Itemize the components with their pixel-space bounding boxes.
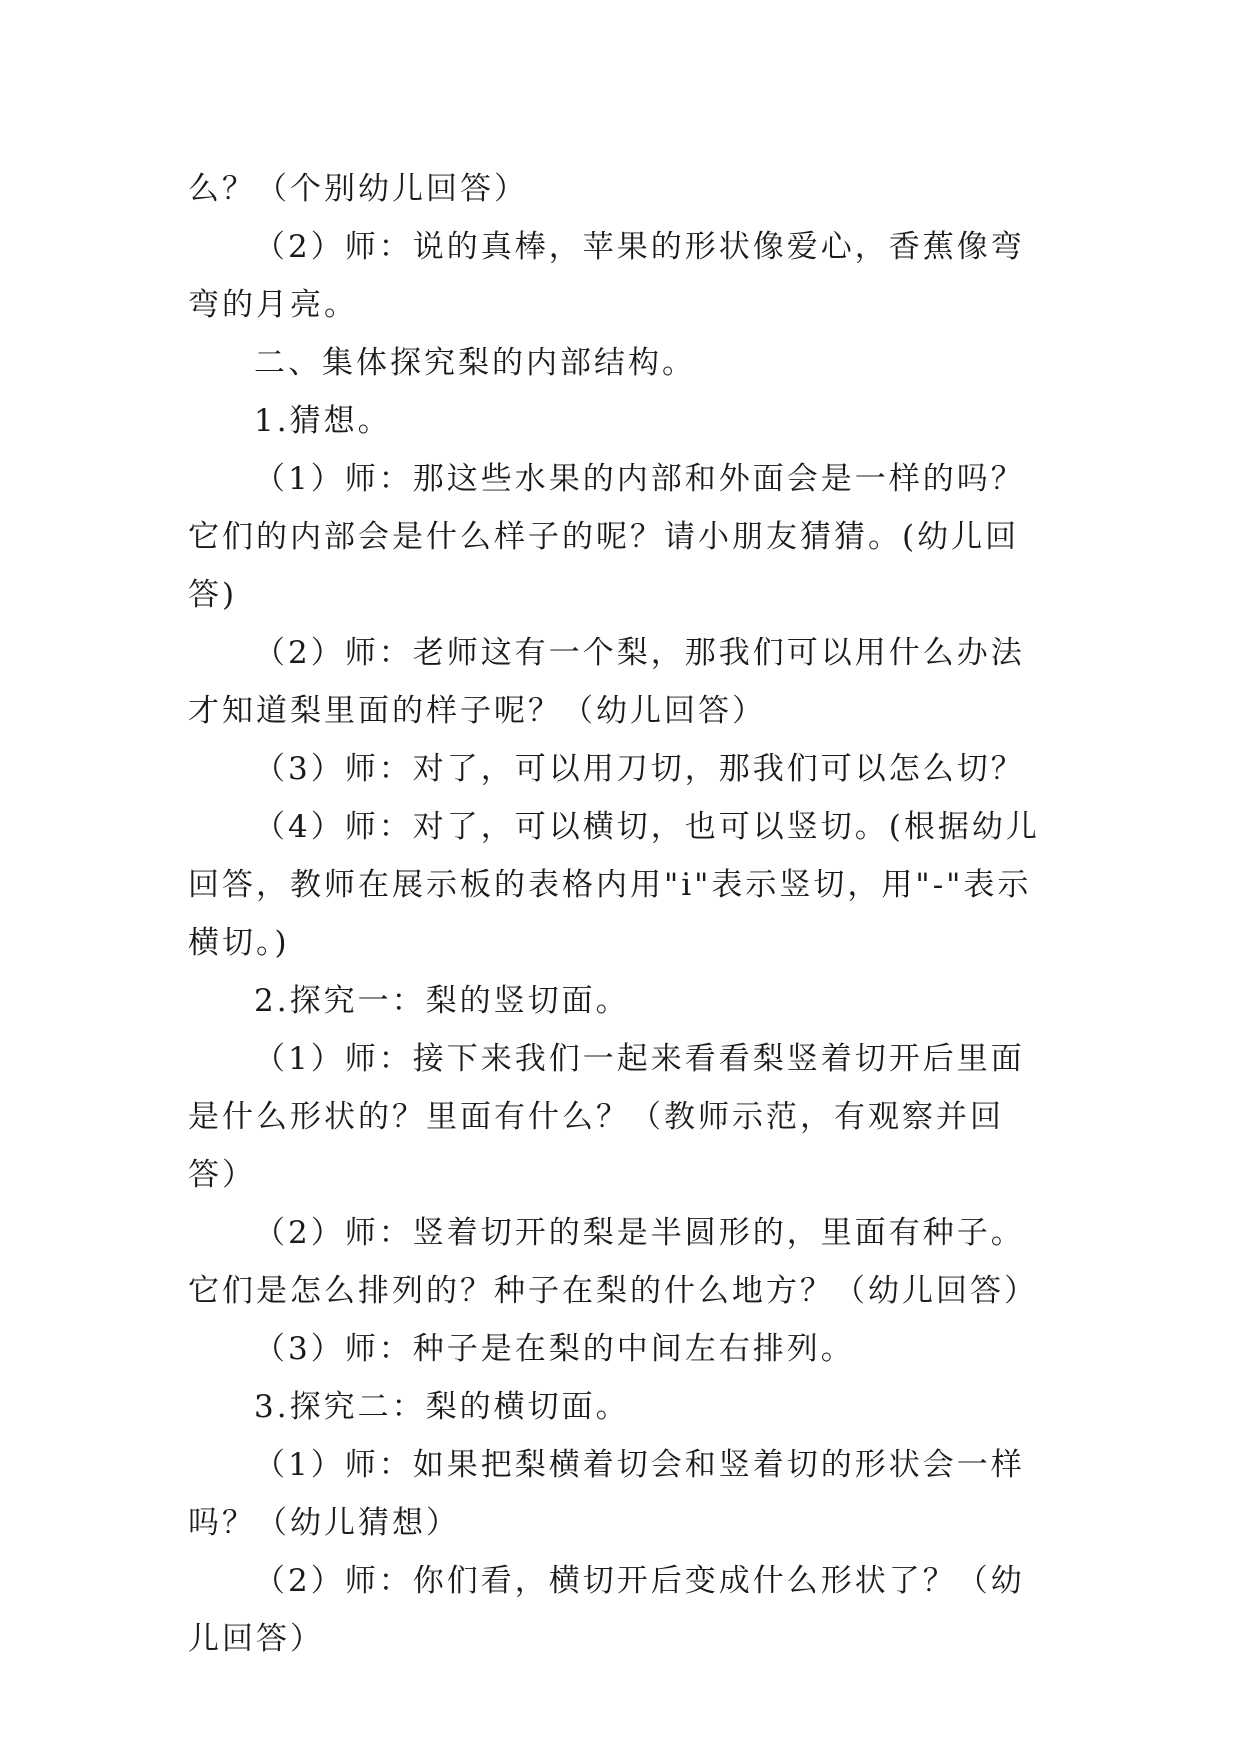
subsection-heading: 3.探究二：梨的横切面。	[254, 1389, 630, 1425]
paragraph: （2）师：老师这有一个梨，那我们可以用什么办法才知道梨里面的样子呢？（幼儿回答）	[188, 635, 1025, 729]
paragraph: （2）师：你们看，横切开后变成什么形状了？（幼儿回答）	[188, 1563, 1025, 1657]
paragraph: （4）师：对了，可以横切，也可以竖切。(根据幼儿回答，教师在展示板的表格内用"i"表示竖切，用"-"表示横切。)	[188, 809, 1040, 961]
section-heading: 二、集体探究梨的内部结构。	[254, 345, 696, 381]
paragraph: 么？（个别幼儿回答）	[188, 171, 528, 207]
paragraph: （3）师：对了，可以用刀切，那我们可以怎么切？	[254, 751, 1025, 787]
paragraph: （1）师：接下来我们一起来看看梨竖着切开后里面是什么形状的？里面有什么？（教师示范，有观察并回答）	[188, 1041, 1025, 1193]
paragraph: （1）师：那这些水果的内部和外面会是一样的吗？它们的内部会是什么样子的呢？请小朋友猜猜。(幼儿回答)	[188, 461, 1025, 613]
paragraph: （1）师：如果把梨横着切会和竖着切的形状会一样吗？（幼儿猜想）	[188, 1447, 1025, 1541]
document-body	[188, 160, 1050, 1668]
paragraph: （2）师：竖着切开的梨是半圆形的，里面有种子。它们是怎么排列的？种子在梨的什么地方？（幼儿回答）	[188, 1215, 1038, 1309]
paragraph: （2）师：说的真棒，苹果的形状像爱心，香蕉像弯弯的月亮。	[188, 229, 1025, 323]
paragraph: （3）师：种子是在梨的中间左右排列。	[254, 1331, 855, 1367]
subsection-heading: 2.探究一：梨的竖切面。	[254, 983, 630, 1019]
subsection-heading: 1.猜想。	[254, 403, 392, 439]
